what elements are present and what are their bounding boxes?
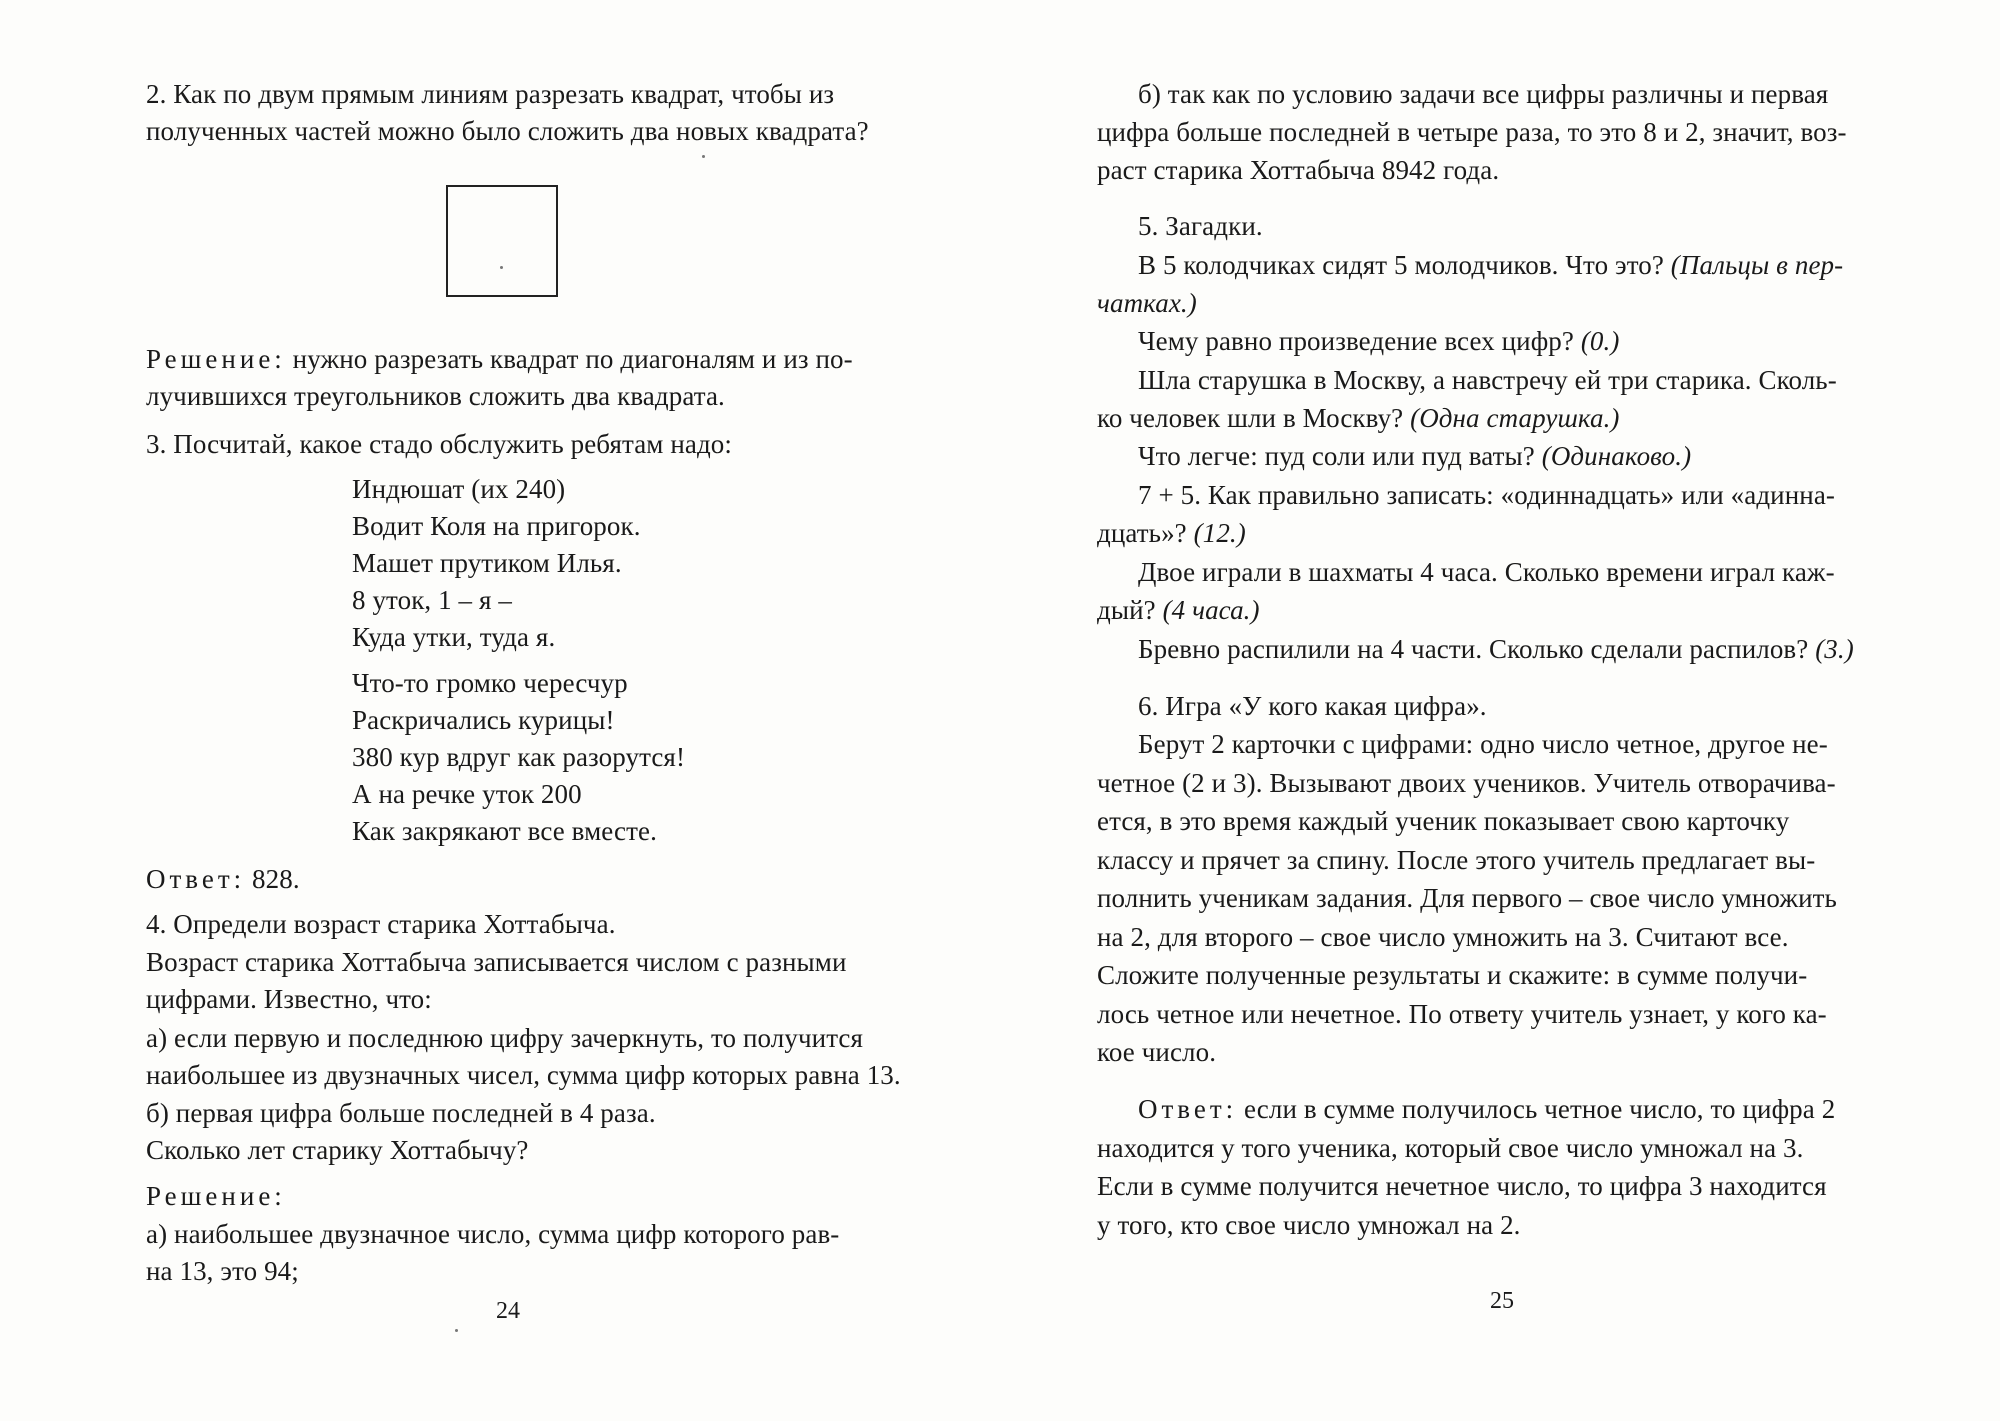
- poem-line: Что-то громко чересчур: [352, 668, 628, 698]
- solution-label: Решение:: [146, 344, 286, 374]
- task2-solution-line2: лучившихся треугольников сложить два квадрата.: [146, 381, 725, 411]
- riddle-text: Что легче: пуд соли или пуд ваты?: [1138, 441, 1542, 471]
- riddle-text: дцать»?: [1097, 518, 1194, 548]
- riddle-3-line1: Шла старушка в Москву, а навстречу ей три старика. Сколь-: [1138, 365, 1837, 395]
- poem-line: 8 уток, 1 – я –: [352, 585, 512, 615]
- task6-line: классу и прячет за спину. После этого учитель предлагает вы-: [1097, 845, 1816, 875]
- page-number-left: 24: [496, 1298, 520, 1324]
- riddle-1-line2: чатках.): [1097, 288, 1197, 318]
- task6-answer-line: Если в сумме получится нечетное число, то цифра 3 находится: [1097, 1171, 1827, 1201]
- task6-title: 6. Игра «У кого какая цифра».: [1138, 691, 1487, 721]
- answer-text: если в сумме получилось четное число, то цифра 2: [1237, 1094, 1836, 1124]
- riddle-2: [1138, 323, 1619, 359]
- page-number-right: 25: [1490, 1288, 1514, 1314]
- task4-text-line1: Возраст старика Хоттабыча записывается числом с разными: [146, 947, 847, 977]
- task4-condition-a-line2: наибольшее из двузначных чисел, сумма цифр которых равна 13.: [146, 1060, 901, 1090]
- task6-answer-line1: [1138, 1091, 1835, 1127]
- task6-line: лось четное или нечетное. По ответу учитель узнает, у кого ка-: [1097, 999, 1827, 1029]
- task3-answer: [146, 861, 300, 897]
- riddle-answer: (4 часа.): [1162, 595, 1260, 625]
- poem-line: Куда утки, туда я.: [352, 622, 556, 652]
- riddle-text: ко человек шли в Москву?: [1097, 403, 1411, 433]
- task2-question-line1: 2. Как по двум прямым линиям разрезать квадрат, чтобы из: [146, 79, 835, 109]
- riddle-4: [1138, 438, 1691, 474]
- square-figure: [446, 185, 558, 297]
- riddle-answer: (12.): [1193, 518, 1246, 548]
- task2-solution-line1: [146, 341, 853, 377]
- task6-answer-line: у того, кто свое число умножал на 2.: [1097, 1210, 1521, 1240]
- poem-line: А на речке уток 200: [352, 779, 582, 809]
- riddle-answer: (Одинаково.): [1541, 441, 1692, 471]
- task6-line: Берут 2 карточки с цифрами: одно число четное, другое не-: [1138, 729, 1828, 759]
- riddle-5-line2: [1097, 515, 1246, 551]
- task4-cont-line1: б) так как по условию задачи все цифры различны и первая: [1138, 79, 1829, 109]
- riddle-answer: (Пальцы в пер-: [1670, 250, 1844, 280]
- task4-solution-a-line1: а) наибольшее двузначное число, сумма цифр которого рав-: [146, 1219, 840, 1249]
- riddle-5-line1: 7 + 5. Как правильно записать: «одиннадцать» или «адинна-: [1138, 480, 1835, 510]
- poem-line: Водит Коля на пригорок.: [352, 511, 641, 541]
- riddle-7: [1138, 631, 1854, 667]
- task4-solution-a-line2: на 13, это 94;: [146, 1256, 299, 1286]
- task6-line: Сложите полученные результаты и скажите: в сумме получи-: [1097, 960, 1808, 990]
- poem-line: 380 кур вдруг как разорутся!: [352, 742, 686, 772]
- poem-line: Машет прутиком Илья.: [352, 548, 622, 578]
- print-speck: [500, 266, 503, 269]
- task4-text-line2: цифрами. Известно, что:: [146, 984, 432, 1014]
- task4-cont-line3: раст старика Хоттабыча 8942 года.: [1097, 155, 1500, 185]
- print-speck: [455, 1329, 458, 1332]
- task6-line: четное (2 и 3). Вызывают двоих учеников. Учитель отворачива-: [1097, 768, 1836, 798]
- riddle-3-line2: [1097, 400, 1620, 436]
- riddle-answer: (Одна старушка.): [1410, 403, 1620, 433]
- task2-question-line2: полученных частей можно было сложить два новых квадрата?: [146, 116, 869, 146]
- task4-question: Сколько лет старику Хоттабычу?: [146, 1135, 529, 1165]
- riddle-answer: (3.): [1815, 634, 1854, 664]
- task4-cont-line2: цифра больше последней в четыре раза, то это 8 и 2, значит, воз-: [1097, 117, 1847, 147]
- page-right: [1000, 0, 2000, 1421]
- answer-label: Ответ:: [1138, 1094, 1238, 1124]
- task5-title: 5. Загадки.: [1138, 211, 1263, 241]
- poem-line: Индюшат (их 240): [352, 474, 566, 504]
- riddle-text: дый?: [1097, 595, 1163, 625]
- poem-line: Как закрякают все вместе.: [352, 816, 657, 846]
- task4-solution-label: Решение:: [146, 1181, 286, 1211]
- riddle-answer: (0.): [1580, 326, 1620, 356]
- task6-line: ется, в это время каждый ученик показывает свою карточку: [1097, 806, 1790, 836]
- task4-condition-b: б) первая цифра больше последней в 4 раза.: [146, 1098, 656, 1128]
- poem-line: Раскричались курицы!: [352, 705, 615, 735]
- riddle-text: Бревно распилили на 4 части. Сколько сделали распилов?: [1138, 634, 1816, 664]
- riddle-6-line2: [1097, 592, 1260, 628]
- task6-line: на 2, для второго – свое число умножить на 3. Считают все.: [1097, 922, 1789, 952]
- task3-question: 3. Посчитай, какое стадо обслужить ребятам надо:: [146, 429, 732, 459]
- task6-line: кое число.: [1097, 1037, 1217, 1067]
- answer-value: 828.: [245, 864, 300, 894]
- print-speck: [702, 155, 705, 158]
- riddle-1-line1: [1138, 247, 1843, 283]
- task4-title: 4. Определи возраст старика Хоттабыча.: [146, 909, 616, 939]
- task6-line: полнить ученикам задания. Для первого – свое число умножить: [1097, 883, 1837, 913]
- answer-label: Ответ:: [146, 864, 246, 894]
- riddle-text: Чему равно произведение всех цифр?: [1138, 326, 1581, 356]
- task6-answer-line: находится у того ученика, который свое число умножал на 3.: [1097, 1133, 1804, 1163]
- riddle-6-line1: Двое играли в шахматы 4 часа. Сколько времени играл каж-: [1138, 557, 1835, 587]
- task4-condition-a-line1: а) если первую и последнюю цифру зачеркнуть, то получится: [146, 1023, 864, 1053]
- solution-text: нужно разрезать квадрат по диагоналям и из по-: [285, 344, 853, 374]
- riddle-text: В 5 колодчиках сидят 5 молодчиков. Что это?: [1138, 250, 1671, 280]
